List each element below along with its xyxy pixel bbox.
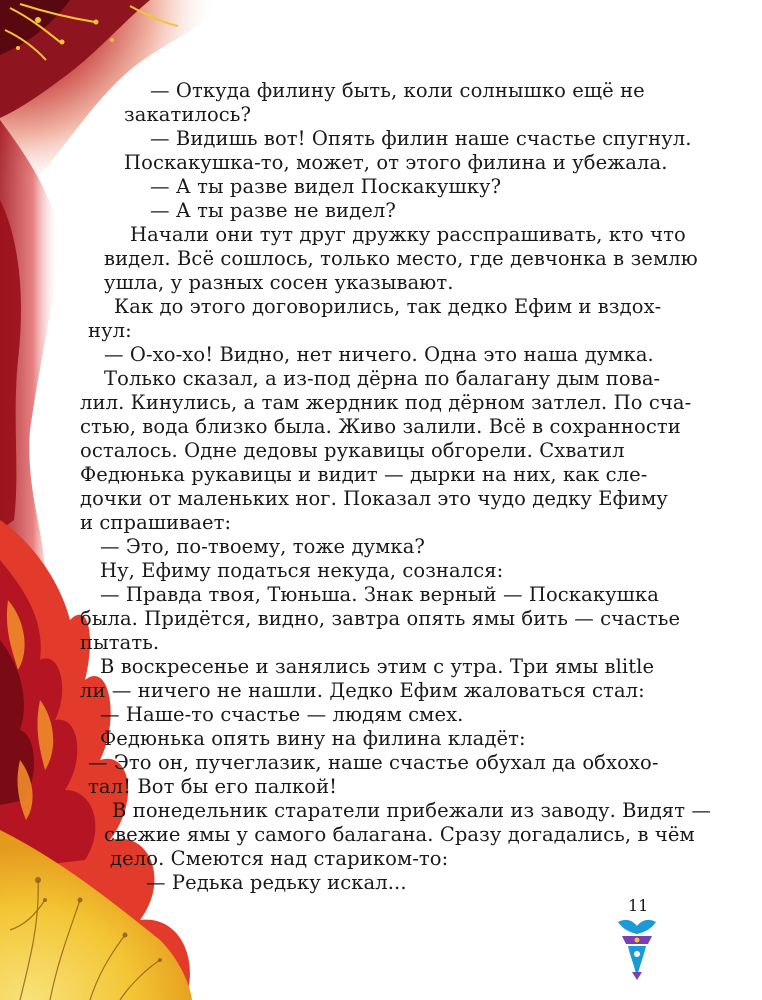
text-line: — Правда твоя, Тюньша. Знак верный — Поскакушка — [100, 583, 659, 606]
text-line: ушла, у разных сосен указывают. — [104, 271, 454, 294]
text-line: — Наше-то счастье — людям смех. — [100, 703, 464, 726]
text-line: — Видишь вот! Опять филин наше счастье спугнул. — [150, 127, 692, 150]
text-line: — Откуда филину быть, коли солнышко ещё не — [150, 79, 645, 102]
text-line: стью, вода близко была. Живо залили. Всё в сохранности — [80, 415, 681, 438]
text-line: была. Придётся, видно, завтра опять ямы бить — счастье — [80, 607, 681, 630]
ornament-icon — [612, 916, 662, 982]
text-line: Как до этого договорились, так дедко Ефим и вздох- — [114, 295, 662, 318]
text-line: Поскакушка-то, может, от этого филина и убежала. — [124, 151, 668, 174]
text-line: Ну, Ефиму податься некуда, сознался: — [100, 559, 504, 582]
text-line: тал! Вот бы его палкой! — [88, 775, 338, 798]
text-line: В воскресенье и занялись этим с утра. Три ямы вlitle — [100, 655, 655, 678]
text-line: дело. Смеются над стариком-то: — [110, 847, 449, 870]
text-line: ли — ничего не нашли. Дедко Ефим жаловаться стал: — [80, 679, 645, 702]
text-line: — А ты разве видел Поскакушку? — [150, 175, 502, 198]
text-line: Только сказал, а из-под дёрна по балагану дым пова- — [104, 367, 661, 390]
text-line: — О-хо-хо! Видно, нет ничего. Одна это наша думка. — [104, 343, 654, 366]
text-line: свежие ямы у самого балагана. Сразу догадались, в чём — [104, 823, 695, 846]
text-line: — Это он, пучеглазик, наше счастье обухал да обхохо- — [88, 751, 659, 774]
text-line: — Редька редьку искал... — [146, 871, 407, 894]
text-line: осталось. Одне дедовы рукавицы обгорели. Схватил — [80, 439, 625, 462]
text-line: дочки от маленьких ног. Показал это чудо дедку Ефиму — [80, 487, 668, 510]
text-line: пытать. — [80, 631, 160, 654]
page-number: 11 — [628, 896, 649, 915]
text-line: Начали они тут друг дружку расспрашивать, кто что — [130, 223, 686, 246]
text-line: видел. Всё сошлось, только место, где девчонка в землю — [104, 247, 698, 270]
text-line: нул: — [88, 319, 132, 342]
text-line: В понедельник старатели прибежали из заводу. Видят — — [112, 799, 711, 822]
text-line: Федюнька рукавицы и видит — дырки на них, как сле- — [80, 463, 648, 486]
text-line: — А ты разве не видел? — [150, 199, 396, 222]
text-line: закатилось? — [124, 103, 252, 126]
text-line: и спрашивает: — [80, 511, 232, 534]
text-line: Федюнька опять вину на филина кладёт: — [100, 727, 526, 750]
text-line: лил. Кинулись, а там жердник под дёрном затлел. По сча- — [80, 391, 692, 414]
text-line: — Это, по-твоему, тоже думка? — [100, 535, 425, 558]
